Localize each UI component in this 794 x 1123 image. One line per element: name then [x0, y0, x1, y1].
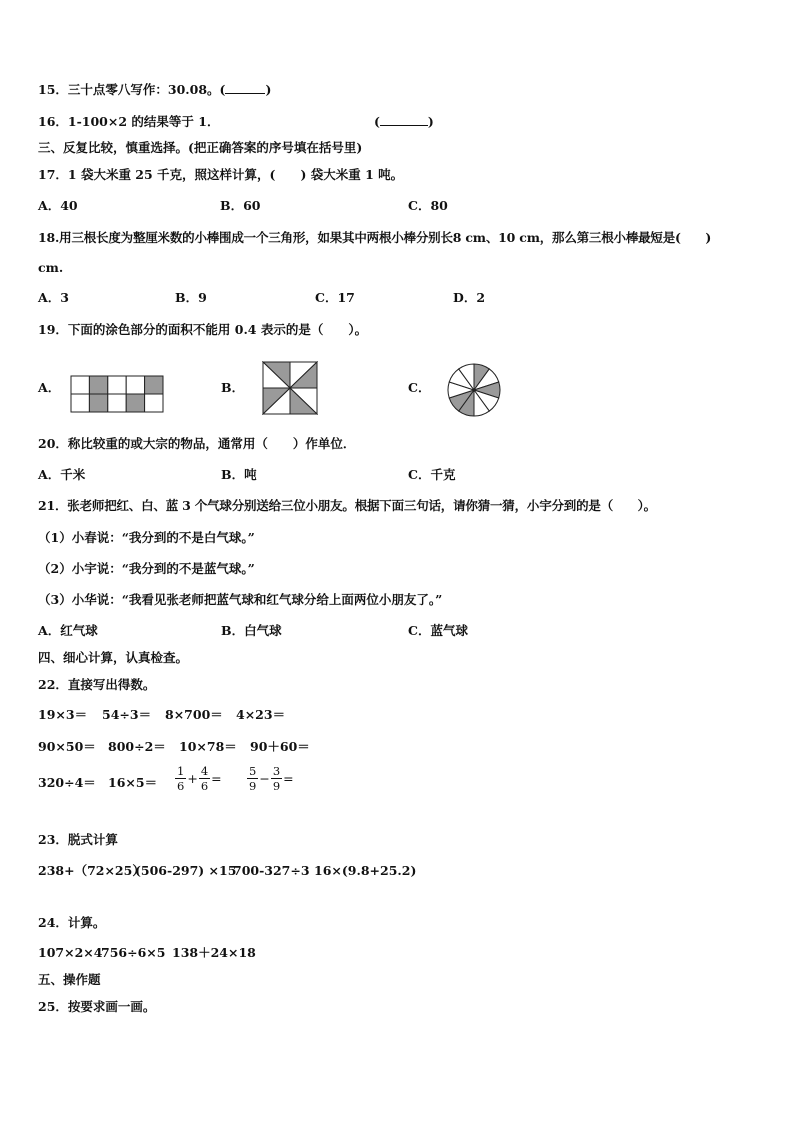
q22-r1-item-3: 8×700＝: [165, 707, 223, 722]
q18-option-c[interactable]: C．17: [315, 290, 355, 305]
q24-item-3: 138＋24×18: [172, 945, 256, 960]
grid-cell: [126, 394, 144, 412]
q23-item-2: (506-297) ×15: [135, 863, 237, 878]
grid-cell: [145, 376, 163, 394]
q20-option-a[interactable]: A．千米: [38, 467, 86, 482]
q19-label-c[interactable]: C．: [408, 380, 431, 395]
q18-option-b[interactable]: B．9: [175, 290, 207, 305]
q22-r2-item-2: 800÷2＝: [108, 739, 166, 754]
q22-r2-item-4: 90＋60＝: [250, 739, 310, 754]
q21-statement-2: （2）小宇说：“我分到的不是蓝气球。”: [38, 561, 255, 576]
q23-item-1: 238+（72×25）: [38, 863, 145, 878]
section-4-heading: 四、细心计算，认真检查。: [38, 650, 189, 665]
grid-cell: [71, 376, 89, 394]
q16-answer-blank[interactable]: [380, 114, 428, 126]
q19-square-figure: [262, 361, 318, 415]
grid-cell: [108, 394, 126, 412]
q24-item-2: 756÷6×5: [101, 945, 166, 960]
grid-cell: [89, 376, 107, 394]
q22-fraction-expr-1: $\frac{1}{6}$ + $\frac{4}{6}$ =: [177, 764, 222, 793]
q21-statement-1: （1）小春说：“我分到的不是白气球。”: [38, 530, 255, 545]
q19-grid-figure: [70, 375, 166, 413]
q21-option-a[interactable]: A．红气球: [38, 623, 98, 638]
q15-close: ): [265, 82, 272, 97]
q17-option-c[interactable]: C．80: [408, 198, 448, 213]
q16-answer: ( ): [374, 114, 434, 129]
question-17: 17．1 袋大米重 25 千克，照这样计算，( ) 袋大米重 1 吨。: [38, 167, 404, 182]
q17-option-b[interactable]: B．60: [220, 198, 261, 213]
section-5-heading: 五、操作题: [38, 972, 101, 987]
q20-option-c[interactable]: C．千克: [408, 467, 456, 482]
q19-label-a[interactable]: A．: [38, 380, 61, 395]
q22-r2-item-1: 90×50＝: [38, 739, 96, 754]
question-23: 23．脱式计算: [38, 832, 118, 847]
q21-option-b[interactable]: B．白气球: [221, 623, 282, 638]
q21-option-c[interactable]: C．蓝气球: [408, 623, 468, 638]
q23-item-4: 16×(9.8+25.2): [314, 863, 417, 878]
q22-r1-item-1: 19×3＝: [38, 707, 88, 722]
question-15: [38, 82, 271, 98]
q18-option-a[interactable]: A．3: [38, 290, 69, 305]
q22-r1-item-2: 54÷3＝: [102, 707, 152, 722]
q20-option-b[interactable]: B．吨: [221, 467, 257, 482]
q22-r3-item-2: 16×5＝: [108, 775, 158, 790]
grid-cell: [89, 394, 107, 412]
grid-cell: [145, 394, 163, 412]
q21-statement-3: （3）小华说：“我看见张老师把蓝气球和红气球分给上面两位小朋友了。”: [38, 592, 443, 607]
grid-cell: [71, 394, 89, 412]
q22-r3-item-1: 320÷4＝: [38, 775, 96, 790]
q17-option-a[interactable]: A．40: [38, 198, 78, 213]
grid-cell: [108, 376, 126, 394]
q15-answer-blank[interactable]: [225, 82, 265, 94]
q15-text: 15．三十点零八写作：30.08。(: [38, 82, 226, 97]
question-16: [38, 114, 219, 130]
q22-r2-item-3: 10×78＝: [179, 739, 237, 754]
q18-option-d[interactable]: D．2: [453, 290, 486, 305]
q22-r1-item-4: 4×23＝: [236, 707, 286, 722]
section-3-heading: 三、反复比较，慎重选择。(把正确答案的序号填在括号里): [38, 140, 363, 155]
question-21: 21．张老师把红、白、蓝 3 个气球分别送给三位小朋友。根据下面三句话，请你猜一猜，小宇分到的是（ ）。: [38, 498, 656, 513]
q16-text: 16．1-100×2 的结果等于 1．: [38, 114, 220, 129]
question-18-unit: cm.: [38, 260, 64, 275]
q24-item-1: 107×2×4: [38, 945, 103, 960]
question-18: 18.用三根长度为整厘米数的小棒围成一个三角形，如果其中两根小棒分别长8 cm、10 cm，那么第三根小棒最短是( ): [38, 230, 712, 245]
question-24: 24．计算。: [38, 915, 106, 930]
grid-cell: [126, 376, 144, 394]
question-19: 19．下面的涂色部分的面积不能用 0.4 表示的是（ ）。: [38, 322, 368, 337]
q19-label-b[interactable]: B．: [221, 380, 245, 395]
question-20: 20．称比较重的或大宗的物品，通常用（ ）作单位．: [38, 436, 356, 451]
question-22: 22．直接写出得数。: [38, 677, 156, 692]
question-25: 25．按要求画一画。: [38, 999, 156, 1014]
q23-item-3: 700-327÷3: [233, 863, 310, 878]
q19-circle-figure: [446, 362, 502, 418]
q22-fraction-expr-2: $\frac{5}{9}$ − $\frac{3}{9}$ =: [249, 764, 294, 793]
